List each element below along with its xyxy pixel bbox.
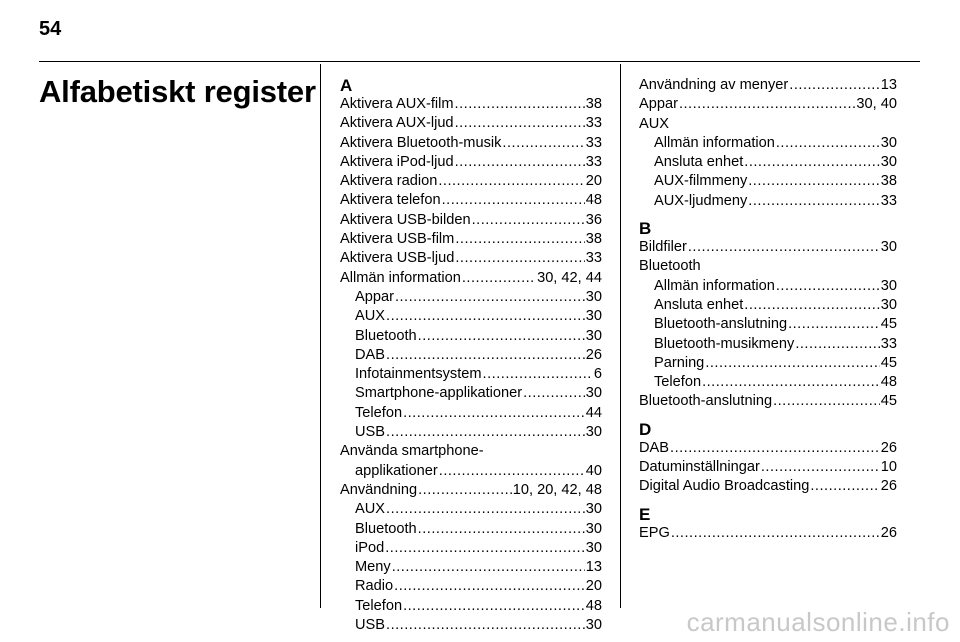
entry-label: Smartphone-applikationer (355, 385, 523, 402)
entry-label: DAB (639, 439, 670, 456)
entry-label: Aktivera USB-ljud (340, 250, 455, 267)
index-letter-e: E (639, 504, 651, 524)
entry-label: Bluetooth-anslutning (654, 316, 788, 333)
entry-label: Användning av menyer (639, 77, 789, 93)
entry-label: Infotainmentsystem (355, 366, 482, 383)
entry-pages: 38 (880, 173, 897, 190)
page-title: Alfabetiskt register (39, 74, 316, 109)
entry-label: Telefon (355, 597, 403, 614)
entry-label: Meny (355, 559, 391, 576)
index-entry (639, 95, 897, 114)
index-letter-a: A (340, 76, 353, 95)
index-entry-heading: Bluetooth (639, 258, 701, 275)
entry-label: AUX-ljudmeny (654, 192, 748, 209)
entry-pages: 45 (880, 316, 897, 333)
index-subentry (639, 153, 897, 172)
entry-label: Telefon (654, 374, 702, 391)
index-subentry (340, 346, 602, 365)
index-subentry (639, 134, 897, 153)
entry-label: Aktivera USB-bilden (340, 211, 471, 228)
index-entry (340, 191, 602, 210)
entry-label: Appar (639, 96, 678, 113)
entry-label: Bluetooth (355, 520, 417, 537)
entry-label: EPG (639, 524, 670, 541)
index-subentry (340, 384, 602, 403)
index-entry (340, 249, 602, 268)
entry-label: Aktivera USB-film (340, 231, 455, 248)
entry-pages: 30 (585, 539, 602, 556)
column-divider (320, 64, 321, 608)
entry-label: Bluetooth-anslutning (639, 393, 773, 410)
entry-label: Aktivera radion (340, 173, 438, 190)
entry-pages: 48 (880, 374, 897, 391)
entry-label: Datuminställningar (639, 459, 760, 476)
entry-pages: 33 (585, 115, 602, 132)
entry-label: Parning (654, 354, 705, 371)
entry-pages: 30 (880, 296, 897, 313)
index-entry (639, 458, 897, 477)
entry-pages: 26 (880, 478, 897, 495)
entry-label: Aktivera AUX-ljud (340, 115, 454, 132)
entry-label: Ansluta enhet (654, 296, 744, 313)
entry-label: Aktivera telefon (340, 192, 441, 209)
entry-pages: 13 (585, 559, 602, 576)
entry-pages: 20 (585, 578, 602, 595)
entry-pages: 26 (585, 346, 602, 363)
entry-pages: 30 (585, 501, 602, 518)
entry-pages: 30 (880, 239, 897, 256)
entry-label: Radio (355, 578, 394, 595)
index-entry (340, 153, 602, 172)
index-entry (639, 392, 897, 411)
entry-pages: 30 (880, 154, 897, 171)
index-entry (340, 114, 602, 133)
entry-pages: 30 (585, 327, 602, 344)
entry-label: Telefon (355, 404, 403, 421)
index-subentry (340, 327, 602, 346)
entry-pages: 36 (585, 211, 602, 228)
index-entry (639, 439, 897, 458)
index-subentry (639, 192, 897, 211)
index-entry (340, 95, 602, 114)
index-subentry (639, 373, 897, 392)
entry-label: Aktivera Bluetooth-musik (340, 134, 502, 151)
entry-label: USB (355, 617, 386, 634)
entry-pages: 30 (585, 385, 602, 402)
entry-label: Ansluta enhet (654, 154, 744, 171)
index-subentry (340, 365, 602, 384)
index-subentry (340, 616, 602, 635)
index-entry (639, 76, 897, 95)
index-entry-continuation (340, 462, 602, 481)
index-entry (340, 230, 602, 249)
entry-pages: 45 (880, 354, 897, 371)
entry-pages: 30 (880, 277, 897, 294)
entry-label: AUX (355, 308, 386, 325)
page-number: 54 (39, 18, 62, 40)
index-entry-wrapped: Använda smartphone- (340, 443, 484, 460)
entry-pages: 44 (585, 404, 602, 421)
entry-pages: 30 (585, 617, 602, 634)
entry-label: iPod (355, 539, 385, 556)
index-subentry (639, 296, 897, 315)
entry-pages: 10 (880, 459, 897, 476)
index-subentry (639, 335, 897, 354)
entry-pages: 48 (585, 192, 602, 209)
entry-pages: 20 (585, 173, 602, 190)
entry-pages: 30, 42, 44 (537, 269, 602, 286)
entry-pages: 6 (593, 366, 602, 383)
index-letter-d: D (639, 419, 652, 439)
index-letter-b: B (639, 219, 652, 239)
index-subentry (340, 423, 602, 442)
entry-pages: 33 (585, 250, 602, 267)
index-subentry (340, 288, 602, 307)
index-entry (639, 524, 897, 543)
index-entry (340, 481, 602, 500)
index-subentry (340, 404, 602, 423)
entry-pages: 26 (880, 439, 897, 456)
entry-label: Aktivera AUX-film (340, 96, 454, 112)
entry-pages: 30 (585, 288, 602, 305)
entry-label: Bluetooth-musikmeny (654, 335, 795, 352)
index-subentry (340, 520, 602, 539)
index-subentry (639, 172, 897, 191)
index-entry (340, 134, 602, 153)
entry-pages: 30 (585, 308, 602, 325)
entry-label: USB (355, 424, 386, 441)
index-subentry (340, 597, 602, 616)
entry-label: Användning (340, 481, 418, 498)
entry-pages: 33 (880, 335, 897, 352)
index-entry (340, 211, 602, 230)
entry-pages: 40 (585, 462, 602, 479)
entry-pages: 45 (880, 393, 897, 410)
index-subentry (639, 315, 897, 334)
index-column-1 (340, 76, 602, 635)
entry-label: Allmän information (654, 134, 775, 151)
watermark: carmanualsonline.info (686, 607, 950, 637)
index-subentry (340, 500, 602, 519)
index-subentry (340, 307, 602, 326)
entry-label: applikationer (355, 462, 438, 479)
entry-pages: 26 (880, 524, 897, 541)
entry-label: Bildfiler (639, 239, 687, 256)
index-entry-heading: AUX (639, 115, 670, 132)
index-subentry (340, 577, 602, 596)
entry-label: Aktivera iPod-ljud (340, 153, 454, 170)
index-subentry (340, 558, 602, 577)
entry-label: Digital Audio Broadcasting (639, 478, 810, 495)
index-entry (639, 477, 897, 496)
index-subentry (639, 354, 897, 373)
entry-pages: 30, 40 (856, 96, 897, 113)
entry-label: Allmän information (654, 277, 775, 294)
index-entry (639, 238, 897, 257)
column-divider (620, 64, 621, 608)
entry-label: AUX (355, 501, 386, 518)
entry-label: DAB (355, 346, 386, 363)
entry-label: Allmän information (340, 269, 461, 286)
header-rule (39, 61, 920, 62)
index-subentry (340, 539, 602, 558)
entry-label: Appar (355, 288, 394, 305)
entry-pages: 33 (880, 192, 897, 209)
entry-pages: 30 (880, 134, 897, 151)
index-column-2 (639, 76, 897, 543)
entry-pages: 38 (585, 96, 602, 112)
entry-pages: 38 (585, 231, 602, 248)
entry-pages: 33 (585, 134, 602, 151)
entry-pages: 30 (585, 520, 602, 537)
entry-pages: 10, 20, 42, 48 (512, 481, 602, 498)
entry-pages: 33 (585, 153, 602, 170)
entry-label: Bluetooth (355, 327, 417, 344)
entry-pages: 13 (880, 77, 897, 93)
entry-pages: 30 (585, 424, 602, 441)
index-entry (340, 172, 602, 191)
entry-pages: 48 (585, 597, 602, 614)
index-entry (340, 269, 602, 288)
entry-label: AUX-filmmeny (654, 173, 748, 190)
index-subentry (639, 277, 897, 296)
